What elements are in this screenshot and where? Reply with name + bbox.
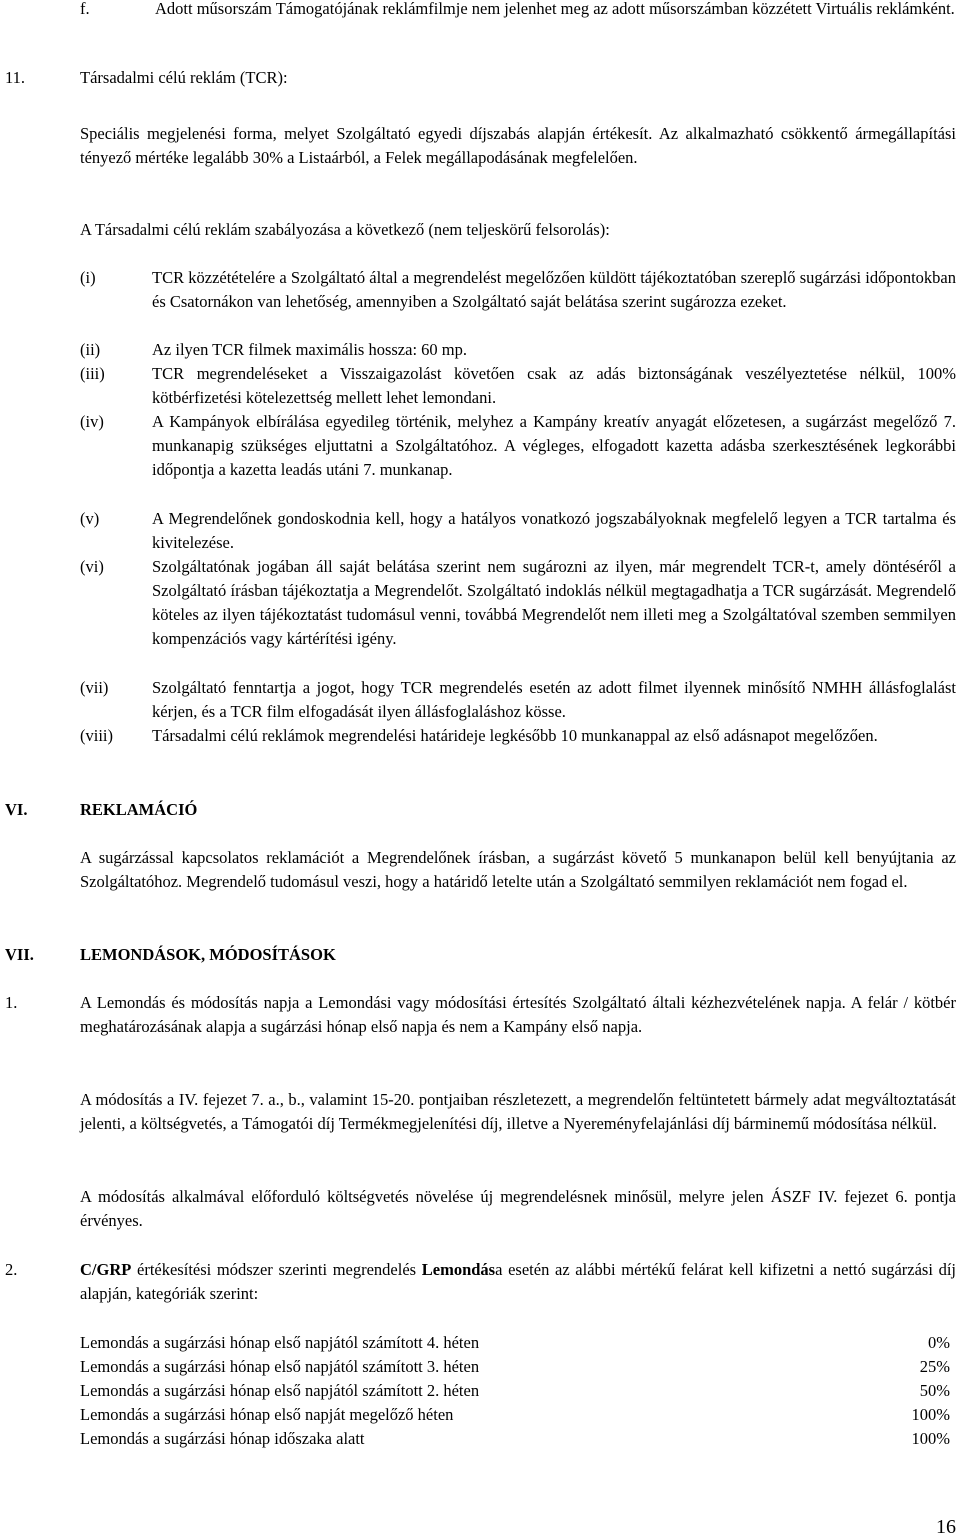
section-VI-paragraph: A sugárzással kapcsolatos reklamációt a Megrendelőnek írásban, a sugárzást követő 5 munkanapon belül kell benyújtania az Szolgáltatóhoz. Megrendelő tudomásul veszi, hogy a határidő letelte után a Szolgáltató semmilyen reklamációt nem fogad el. — [80, 848, 956, 891]
table-row-label: Lemondás a sugárzási hónap első napjától számított 3. héten — [80, 1357, 480, 1376]
list-item-text: Az ilyen TCR filmek maximális hossza: 60 mp. — [152, 340, 467, 359]
section-11-paragraph: Speciális megjelenési forma, melyet Szolgáltató egyedi díjszabás alapján értékesít. Az alkalmazható csökkentő ármegállapítási tényező mértéke legalább 30% a Listaárból, a Felek megállapodásának megfelelően. — [80, 124, 956, 167]
list-item-text: Társadalmi célú reklámok megrendelési határideje legkésőbb 10 munkanappal az első adásnapot megelőzően. — [152, 726, 878, 745]
section-VII-p1: A Lemondás és módosítás napja a Lemondási vagy módosítási értesítés Szolgáltató általi kézhezvételének napja. A felár / kötbér meghatározásának alapja a sugárzási hónap első napja és nem a Kampány első napja. — [80, 993, 956, 1036]
section-VII-number: VII. — [5, 945, 34, 964]
table-row-value: 25% — [919, 1357, 950, 1376]
list-item-label: (vii) — [80, 678, 109, 697]
section-VII-p1-number: 1. — [5, 993, 18, 1012]
list-item-label: (vi) — [80, 557, 104, 576]
section-VII-title: LEMONDÁSOK, MÓDOSÍTÁSOK — [80, 945, 336, 964]
section-VI-title: REKLAMÁCIÓ — [80, 800, 198, 819]
list-item-text: Szolgáltató fenntartja a jogot, hogy TCR megrendelés esetén az adott filmet ilyennek minősítő NMHH állásfoglalást kérjen, és a TCR film elfogadását ilyen állásfoglaláshoz kösse. — [152, 678, 956, 721]
section-VII-p1b: A módosítás a IV. fejezet 7. a., b., valamint 15-20. pontjaiban részletezett, a megrendelőn feltüntetett bármely adat megváltoztatását jelenti, a költségvetés, a Támogatói díj Termékmegjelenítési díj, illetve a Nyereményfelajánlási díj bárminemű módosítása nélkül. — [80, 1090, 956, 1133]
list-item-text: A Kampányok elbírálása egyedileg történik, melyhez a Kampány kreatív anyagát előzetesen, a sugárzást megelőző 7. munkanapig szükséges eljuttatni a Szolgáltatóhoz. A végleges, elfogadott kazetta adásba szerkesztésének legkorábbi időpontja a kazetta leadás utáni 7. munkanap. — [152, 412, 956, 479]
section-11-intro: A Társadalmi célú reklám szabályozása a következő (nem teljeskörű felsorolás): — [80, 220, 610, 239]
list-item-label: (i) — [80, 268, 96, 287]
item-f-text: Adott műsorszám Támogatójának reklámfilmje nem jelenhet meg az adott műsorszámban közzétett Virtuális reklámként. — [155, 0, 955, 18]
item-f-label: f. — [80, 0, 90, 18]
list-item-label: (viii) — [80, 726, 113, 745]
list-item-text: TCR közzétételére a Szolgáltató által a megrendelést megelőzően küldött tájékoztatóban szereplő sugárzási időpontokban és Csatornákon van lehetőség, amennyiben a Szolgáltató saját belátása szerint sugározza ezeket. — [152, 268, 956, 311]
list-item-label: (iv) — [80, 412, 104, 431]
p2-text-2: a esetén az alábbi mértékű felárat kell kifizetni a nettó sugárzási díj alapján, kategóriák szerint: — [80, 1260, 957, 1303]
table-row-label: Lemondás a sugárzási hónap első napjától számított 2. héten — [80, 1381, 480, 1400]
table-row-value: 100% — [911, 1429, 950, 1448]
table-row-label: Lemondás a sugárzási hónap első napjától számított 4. héten — [80, 1333, 480, 1352]
list-item-text: Szolgáltatónak jogában áll saját belátása szerint nem sugározni az ilyen, már megrendelt TCR-t, amely döntéséről a Szolgáltató írásban tájékoztatja a Megrendelőt. Szolgáltató indoklás nélkül megtagadhatja a TCR sugárzását. Megrendelő köteles az ilyen tájékoztatást tudomásul venni, továbbá Megrendelőt nem illeti meg a Szolgáltatóval szemben semmilyen kompenzációs vagy kártérítési igény. — [152, 557, 956, 648]
list-item-label: (ii) — [80, 340, 101, 359]
table-row-label: Lemondás a sugárzási hónap időszaka alatt — [80, 1429, 365, 1448]
list-item-text: A Megrendelőnek gondoskodnia kell, hogy a hatályos vonatkozó jogszabályoknak megfelelő legyen a TCR tartalma és kivitelezése. — [152, 509, 956, 552]
section-11-title: Társadalmi célú reklám (TCR): — [80, 68, 288, 87]
cgrp-term: C/GRP — [80, 1260, 132, 1279]
section-VI-number: VI. — [5, 800, 28, 819]
list-item-text: TCR megrendeléseket a Visszaigazolást követően csak az adás biztonságának veszélyeztetése nélkül, 100% kötbérfizetési kötelezettség mellett lehet lemondani. — [152, 364, 956, 407]
list-item-label: (iii) — [80, 364, 105, 383]
list-item-label: (v) — [80, 509, 100, 528]
lemondas-term: Lemondás — [421, 1260, 496, 1279]
table-row-label: Lemondás a sugárzási hónap első napját megelőző héten — [80, 1405, 454, 1424]
table-row-value: 0% — [928, 1333, 950, 1352]
section-VII-p1c: A módosítás alkalmával előforduló költségvetés növelése új megrendelésnek minősül, melyre jelen ÁSZF IV. fejezet 6. pontja érvényes. — [80, 1187, 956, 1230]
table-row-value: 100% — [911, 1405, 950, 1424]
section-VII-p2-number: 2. — [5, 1260, 18, 1279]
p2-text-1: értékesítési módszer szerinti megrendelés — [131, 1260, 422, 1279]
section-VII-p2 — [80, 1258, 956, 1306]
table-row-value: 50% — [919, 1381, 950, 1400]
page-number: 16 — [936, 1516, 956, 1538]
section-11-number: 11. — [5, 68, 26, 87]
